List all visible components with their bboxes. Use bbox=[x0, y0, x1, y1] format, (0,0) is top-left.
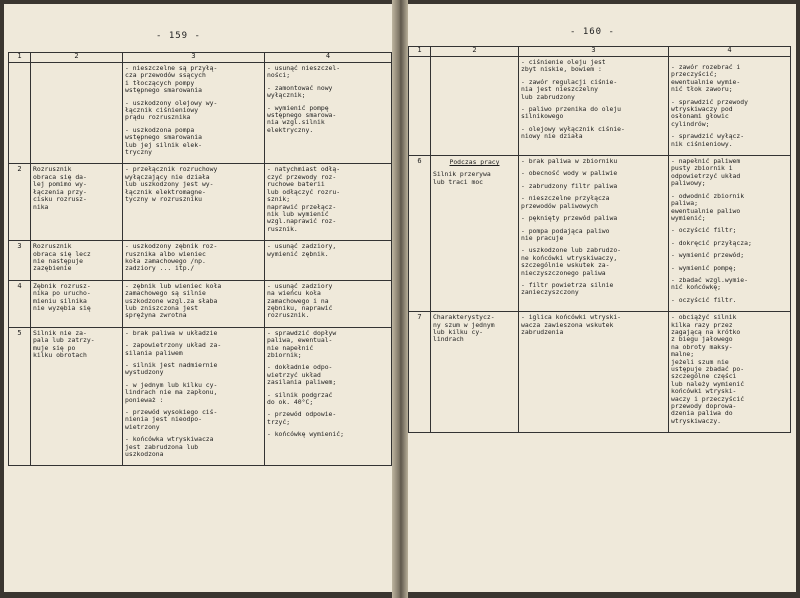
troubleshooting-table bbox=[408, 46, 791, 433]
symptom-cell bbox=[31, 280, 123, 327]
table-row bbox=[409, 312, 791, 433]
causes-cell bbox=[123, 164, 265, 241]
symptom-text: Rozrusznik obraca się lecz nie następuje zazębienie bbox=[33, 242, 91, 273]
remedy-item: - obciążyć silnik kilka razy przez zagającą na krótko z biegu jałowego na obroty maksy- malne; jeżeli szum nie ustępuje zbadać po- szczególne części lub należy wymienić końcówki wtryski- waczy i przeczyścić przewody doprowa- dzenia paliwa do wtryskiwaczy. bbox=[671, 313, 745, 425]
cause-item: - ciśnienie oleju jest zbyt niskie, bowiem : bbox=[521, 58, 606, 74]
remedies-cell bbox=[265, 280, 392, 327]
symptom-cell bbox=[431, 156, 519, 312]
row-number: 2 bbox=[9, 164, 31, 241]
table-row bbox=[9, 327, 392, 466]
symptom-cell bbox=[431, 57, 519, 156]
cause-item: - pompa podająca paliwo nie pracuje bbox=[521, 226, 610, 242]
remedies-cell bbox=[265, 164, 392, 241]
book-gutter bbox=[392, 0, 408, 598]
right-page bbox=[402, 4, 796, 592]
cause-item: - uszkodzony olejowy wy- łącznik ciśnieniowy prądu rozrusznika bbox=[125, 98, 218, 122]
cause-item: - zabrudzony filtr paliwa bbox=[521, 181, 618, 190]
cause-item: - końcówka wtryskiwacza jest zabrudzona lub uszkodzona bbox=[125, 435, 214, 459]
remedy-item: - natychmiast odłą- czyć przewody roz- ruchowe baterii lub odłączyć rozru- sznik; naprawić przełącz- nik lub wymienić wzgl.naprawić roz- rusznik. bbox=[267, 165, 341, 233]
symptom-cell bbox=[431, 312, 519, 433]
cause-item: - filtr powietrza silnie zanieczyszczony bbox=[521, 280, 614, 297]
remedy-item: - sprawdzić dopływ paliwa, ewentual- nie napełnić zbiornik; bbox=[267, 328, 337, 359]
remedy-item: - silnik podgrzać do ok. 40°C; bbox=[267, 390, 333, 407]
remedies-cell bbox=[669, 57, 791, 156]
cause-item: - zapowietrzony układ za- silania paliwem bbox=[125, 341, 222, 357]
left-page bbox=[4, 4, 397, 592]
remedy-item: - dokręcić przyłącza; bbox=[671, 238, 752, 247]
cause-item: - uszkodzony zębnik roz- rusznika albo wieniec koła zamachowego /np. zadziory ... itp./ bbox=[125, 242, 218, 273]
remedy-item: - sprawdzić przewody wtryskiwaczy pod osłonami głowic cylindrów; bbox=[671, 97, 748, 128]
cause-item: - w jednym lub kilku cy- lindrach nie ma zapłonu, ponieważ : bbox=[125, 380, 218, 404]
remedies-cell bbox=[265, 241, 392, 281]
row-number bbox=[9, 63, 31, 164]
remedy-item: - usunąć nieszczel- ności; bbox=[267, 64, 341, 80]
symptom-text: Zębnik rozrusz- nika po urucho- mieniu silnika nie wyzębia się bbox=[33, 281, 91, 312]
remedy-item: - przewód odpowie- trzyć; bbox=[267, 410, 337, 426]
column-header: 2 bbox=[31, 53, 123, 63]
symptom-text: Silnik nie za- pala lub zatrzy- muje się po kilku obrotach bbox=[33, 328, 95, 359]
cause-item: - olejowy wyłącznik ciśnie- niowy nie działa bbox=[521, 124, 625, 141]
column-header: 1 bbox=[409, 47, 431, 57]
table-row bbox=[9, 241, 392, 281]
table-row bbox=[9, 280, 392, 327]
remedy-item: - oczyścić filtr. bbox=[671, 295, 737, 304]
cause-item: - brak paliwa w zbiorniku bbox=[521, 157, 618, 166]
causes-cell bbox=[519, 156, 669, 312]
row-number: 7 bbox=[409, 312, 431, 433]
remedy-item: - zamontować nowy wyłącznik; bbox=[267, 83, 333, 100]
symptom-text: Charakterystycz- ny szum w jednym lub kilku cy- lindrach bbox=[433, 313, 495, 344]
cause-item: - obecność wody w paliwie bbox=[521, 169, 618, 178]
remedy-item: - zbadać wzgl.wymie- nić końcówkę; bbox=[671, 275, 748, 292]
row-number bbox=[409, 57, 431, 156]
remedy-item: - końcówkę wymienić; bbox=[267, 430, 344, 439]
cause-item: - paliwo przenika do oleju silnikowego bbox=[521, 105, 622, 121]
column-header: 3 bbox=[123, 53, 265, 63]
column-header: 3 bbox=[519, 47, 669, 57]
cause-item: - nieszczelne przyłącza przewodów paliwowych bbox=[521, 194, 610, 210]
troubleshooting-table bbox=[8, 52, 392, 466]
section-heading: Podczas pracy bbox=[449, 158, 500, 167]
table-row bbox=[409, 156, 791, 312]
causes-cell bbox=[123, 63, 265, 164]
cause-item: - nieszczelne są przyłą- cza przewodów ssących i tłoczących pompy wstępnego smarowania bbox=[125, 64, 218, 95]
column-header: 2 bbox=[431, 47, 519, 57]
cause-item: - przewód wysokiego ciś- nienia jest nieodpo- wietrzony bbox=[125, 408, 218, 431]
symptom-cell bbox=[31, 63, 123, 164]
column-header: 4 bbox=[669, 47, 791, 57]
remedy-item: - wymienić pompę; bbox=[671, 263, 737, 272]
row-number: 6 bbox=[409, 156, 431, 312]
row-number: 4 bbox=[9, 280, 31, 327]
cause-item: - silnik jest nadmiernie wystudzony bbox=[125, 361, 218, 377]
remedy-item: - oczyścić filtr; bbox=[671, 226, 737, 235]
remedy-item: - zawór rozebrać i przeczyścić; ewentualnie wymie- nić tłok zaworu; bbox=[671, 63, 741, 94]
column-header: 1 bbox=[9, 53, 31, 63]
causes-cell bbox=[123, 241, 265, 281]
symptom-cell bbox=[31, 164, 123, 241]
cause-item: - zawór regulacji ciśnie- nia jest nieszczelny lub zabrudzony bbox=[521, 77, 618, 101]
remedy-item: - dokładnie odpo- wietrzyć układ zasilania paliwem; bbox=[267, 363, 337, 387]
remedy-item: - napełnić paliwem pusty zbiornik i odpowietrzyć układ paliwowy; bbox=[671, 157, 741, 188]
table-row bbox=[409, 57, 791, 156]
column-header: 4 bbox=[265, 53, 392, 63]
symptom-cell bbox=[31, 241, 123, 281]
cause-item: - uszkodzona pompa wstępnego smarowania lub jej silnik elek- tryczny bbox=[125, 125, 202, 157]
row-number: 5 bbox=[9, 327, 31, 466]
remedies-cell bbox=[265, 327, 392, 466]
page-number: - 160 - bbox=[570, 27, 615, 37]
causes-cell bbox=[519, 312, 669, 433]
page-number: - 159 - bbox=[156, 31, 201, 41]
causes-cell bbox=[123, 280, 265, 327]
remedy-item: - usunąć zadziory na wieńcu koła zamachowego i na zębniku, naprawić rozrusznik. bbox=[267, 281, 333, 320]
remedy-item: - usunąć zadziory, wymienić zębnik. bbox=[267, 242, 337, 258]
table-header bbox=[409, 47, 791, 57]
causes-cell bbox=[123, 327, 265, 466]
remedies-cell bbox=[669, 156, 791, 312]
remedy-item: - wymienić przewód; bbox=[671, 251, 745, 260]
cause-item: - pęknięty przewód paliwa bbox=[521, 214, 618, 223]
causes-cell bbox=[519, 57, 669, 156]
remedies-cell bbox=[265, 63, 392, 164]
remedies-cell bbox=[669, 312, 791, 433]
symptom-cell bbox=[31, 327, 123, 466]
cause-item: - brak paliwa w układzie bbox=[125, 328, 218, 337]
remedy-item: - wymienić pompę wstępnego smarowa- nia wzgl.silnik elektryczny. bbox=[267, 103, 337, 134]
cause-item: - przełącznik rozruchowy wyłączający nie działa lub uszkodzony jest wy- łącznik elektromagne- tyczny w rozruszniku bbox=[125, 165, 218, 204]
cause-item: - iglica końcówki wtryski- wacza zawieszona wskutek zabrudzenia bbox=[521, 313, 622, 336]
table-header bbox=[9, 53, 392, 63]
cause-item: - zębnik lub wieniec koła zamachowego są silnie uszkodzone wzgl.za słaba lub zniszczona jest sprężyna zwrotna bbox=[125, 281, 222, 320]
symptom-text: Silnik przerywa lub traci moc bbox=[433, 170, 491, 186]
symptom-text: Rozrusznik obraca się da- lej pomimo wy- łączenia przy- cisku rozrusz- nika bbox=[33, 165, 87, 211]
remedy-item: - odwodnić zbiornik paliwa; ewentualnie paliwo wymienić; bbox=[671, 191, 745, 222]
table-row bbox=[9, 63, 392, 164]
cause-item: - uszkodzone lub zabrudzo- ne końcówki wtryskiwaczy, szczególnie wskutek za- nieczyszczonego paliwa bbox=[521, 246, 622, 277]
remedy-item: - sprawdzić wyłącz- nik ciśnieniowy. bbox=[671, 132, 745, 148]
row-number: 3 bbox=[9, 241, 31, 281]
table-row bbox=[9, 164, 392, 241]
